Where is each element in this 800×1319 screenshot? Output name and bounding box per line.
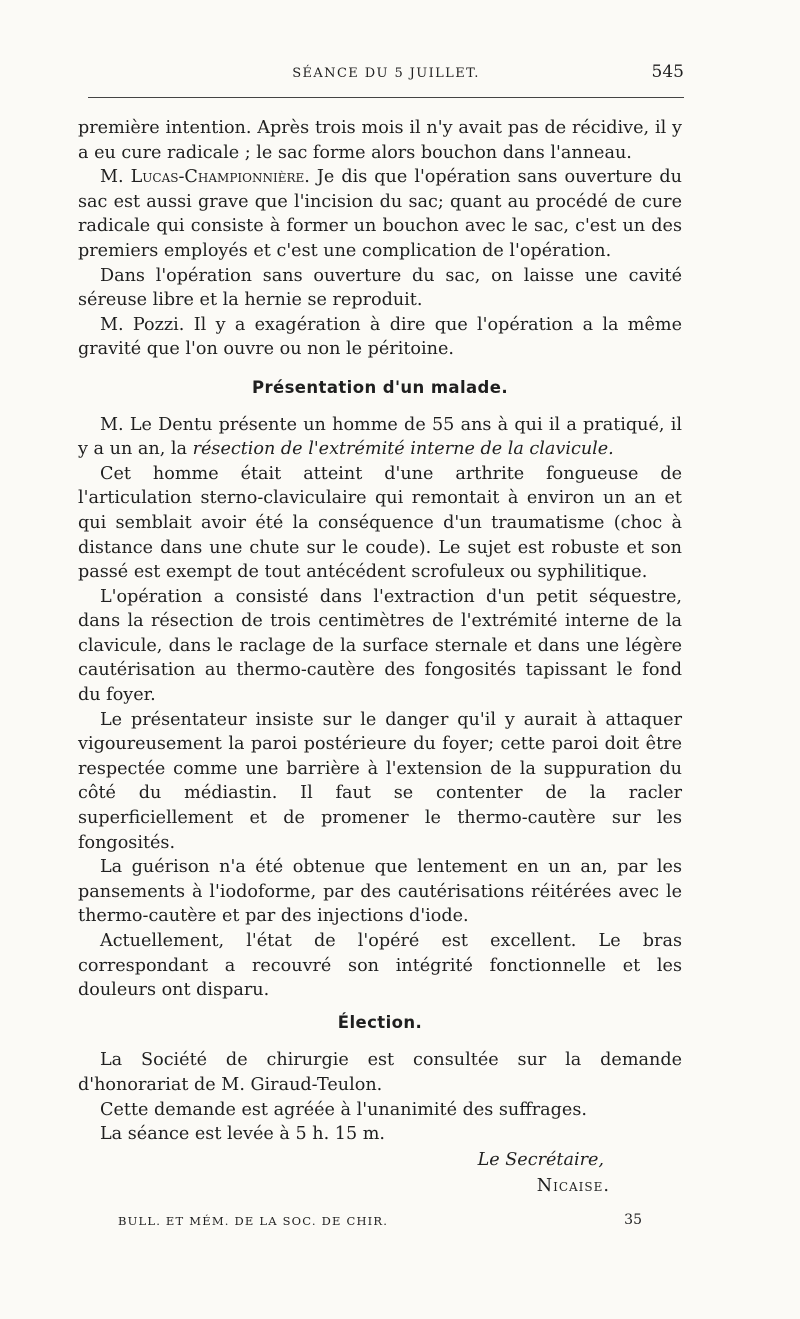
paragraph	[78, 165, 682, 263]
paragraph: L'opération a consisté dans l'extraction d'un petit séquestre, dans la résection de trois centimètres de l'extrémité interne de la clavicule, dans le raclage de la surface sternale et dans une légère cautérisation au thermo-cautère des fongosités tapissant le fond du foyer.	[78, 586, 682, 706]
body-text	[78, 116, 682, 1199]
paragraph: Dans l'opération sans ouverture du sac, on laisse une cavité séreuse libre et la hernie se reproduit.	[78, 265, 682, 311]
page-header	[88, 60, 684, 90]
running-title: SÉANCE DU 5 JUILLET.	[292, 66, 480, 81]
page-footer	[118, 1214, 642, 1234]
paragraph: première intention. Après trois mois il n'y avait pas de récidive, il y a eu cure radicale ; le sac forme alors bouchon dans l'anneau.	[78, 118, 682, 163]
speaker-name: M. Pozzi.	[100, 314, 185, 335]
header-rule	[88, 97, 684, 98]
signature-title: Le Secrétaire,	[477, 1149, 604, 1170]
italic-text: résection de l'extrémité interne de la clavicule.	[192, 439, 614, 460]
paragraph: Cette demande est agréée à l'unanimité des suffrages.	[100, 1099, 587, 1120]
paragraph-text: Je dis que l'opération sans ouverture du sac est aussi grave que l'incision du sac; quant au procédé de cure radicale qui consiste à former un bouchon avec le sac, c'est un des premiers employés et c'est une complication de l'opération.	[78, 167, 682, 261]
paragraph-text: M. Le Dentu présente un homme de 55 ans à qui il a pratiqué, il y a un an, la	[78, 414, 682, 460]
signature-name: Nicaise.	[536, 1176, 610, 1197]
paragraph-text: Il y a exagération à dire que l'opération a la même gravité que l'on ouvre ou non le péritoine.	[78, 314, 682, 360]
paragraph: Le présentateur insiste sur le danger qu'il y aurait à attaquer vigoureusement la paroi postérieure du foyer; cette paroi doit être respectée comme une barrière à l'extension de la suppuration du côté du médiastin. Il faut se contenter de la racler superficiellement et de promener le thermo-cautère sur les fongosités.	[78, 709, 682, 853]
paragraph: Actuellement, l'état de l'opéré est excellent. Le bras correspondant a recouvré son intégrité fonctionnelle et les douleurs ont disparu.	[78, 931, 682, 1001]
paragraph	[78, 313, 682, 362]
paragraph: Cet homme était atteint d'une arthrite fongueuse de l'articulation sterno-claviculaire qui remontait à environ un an et qui semblait avoir été la conséquence d'un traumatisme (choc à distance dans une chute sur le coude). Le sujet est robuste et son passé est exempt de tout antécédent scrofuleux ou syphilitique.	[78, 463, 682, 583]
paragraph: La Société de chirurgie est consultée sur la demande d'honorariat de M. Giraud-Teulon.	[78, 1050, 682, 1095]
journal-signature: BULL. ET MÉM. DE LA SOC. DE CHIR.	[118, 1214, 389, 1228]
paragraph	[78, 413, 682, 462]
page-number: 545	[651, 62, 684, 82]
section-title: Présentation d'un malade.	[251, 377, 509, 397]
speaker-name: M. Lucas-Championnière.	[100, 167, 310, 188]
gathering-mark: 35	[624, 1212, 642, 1228]
paragraph: La séance est levée à 5 h. 15 m.	[100, 1124, 386, 1145]
paragraph: La guérison n'a été obtenue que lentement en un an, par les pansements à l'iodoforme, par des cautérisations réitérées avec le thermo-cautère et par des injections d'iode.	[78, 857, 682, 927]
section-title: Élection.	[337, 1012, 423, 1032]
